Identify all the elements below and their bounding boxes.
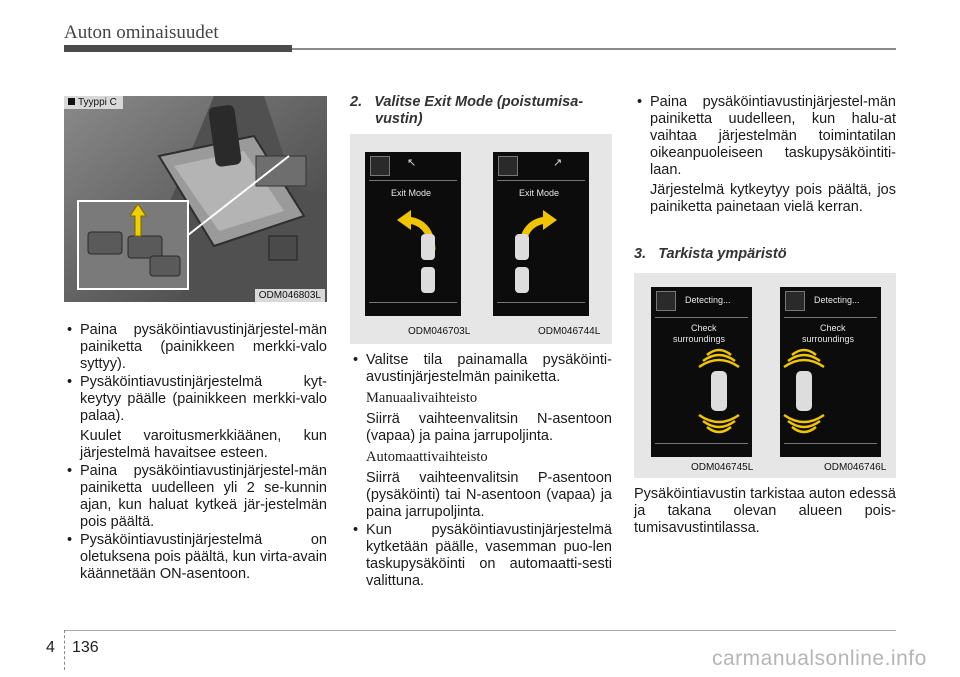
section-heading-2 (350, 94, 620, 128)
figure-code: ODM046746L (824, 462, 887, 473)
type-badge (64, 96, 123, 109)
heading-number: 2. (350, 94, 363, 110)
divider (369, 302, 457, 303)
note-text: Kuulet varoitusmerkkiäänen, kun järjestelmä havaitsee esteen. (80, 428, 327, 461)
figure-code: ODM046703L (408, 326, 471, 337)
heading-line-1: Valitse Exit Mode (poistumisa- (374, 94, 584, 110)
figure-code: ODM046744L (538, 326, 601, 337)
gear-console-photo (64, 96, 327, 302)
screen-title: Exit Mode (391, 188, 432, 198)
left-text (64, 322, 327, 584)
detecting-figure (634, 273, 896, 478)
list-item: • Paina pysäköintiavustinjärjestel-män painiketta uudelleen, kun halu-at vaihtaa järjestelmän toimintatilan oikeanpuoleiseen taskupysäköintiti-laan. (634, 94, 896, 179)
middle-text (350, 352, 612, 591)
note-text: Siirrä vaihteenvalitsin N-asentoon (vapaa) ja paina jarrupoljinta. (366, 411, 612, 444)
screen-message-2: surroundings (673, 334, 726, 344)
type-badge-label: Tyyppi C (78, 97, 117, 108)
figure-code: ODM046745L (691, 462, 754, 473)
heading-line-2: vustin) (375, 111, 423, 127)
screen-status: Detecting... (814, 295, 860, 305)
screen-status: Detecting... (685, 295, 731, 305)
list-item: • Pysäköintiavustinjärjestelmä kyt-keytyy päälle (painikkeen merkki-valo palaa). (64, 374, 327, 425)
subheading: Manuaalivaihteisto (366, 390, 478, 406)
heading-number: 3. (634, 246, 647, 262)
chapter-title: Auton ominaisuudet (64, 22, 219, 43)
screen-message-2: surroundings (802, 334, 855, 344)
footer-divider (64, 630, 896, 631)
note-text: Siirrä vaihteenvalitsin P-asentoon (pysäköinti) tai N-asentoon (vapaa) ja paina jarrupoljinta. (366, 470, 612, 520)
header-rule (292, 48, 896, 50)
console-illustration (64, 96, 327, 302)
divider (655, 443, 748, 444)
square-icon (68, 98, 75, 105)
right-paragraph: Pysäköintiavustin tarkistaa auton edessä ja takana olevan alueen pois-tumisavustintilassa. (634, 486, 896, 536)
subheading: Automaattivaihteisto (366, 449, 488, 465)
section-heading-3 (634, 246, 896, 263)
screen-message-1: Check (691, 323, 717, 333)
screen-title: Exit Mode (519, 188, 560, 198)
list-item: • Paina pysäköintiavustinjärjestel-män painiketta (painikkeen merkki-valo syttyy). (64, 322, 327, 373)
list-item: • Valitse tila painamalla pysäköinti-avustinjärjestelmän painiketta. (350, 352, 612, 386)
list-item: • Pysäköintiavustinjärjestelmä on oletuksena pois päältä, kun virta-avain käännetään ON-asentoon. (64, 532, 327, 583)
car-sensor-graphic (780, 287, 881, 457)
divider (497, 302, 585, 303)
note-text: Järjestelmä kytkeytyy pois päältä, jos painiketta painetaan vielä kerran. (650, 182, 896, 215)
exit-mode-screen-right (493, 152, 589, 316)
footer-chapter: 4 (46, 639, 55, 656)
screen-message-1: Check (820, 323, 846, 333)
detecting-screen-left (651, 287, 752, 457)
header-bar (64, 45, 292, 52)
exit-mode-figure (350, 134, 612, 344)
list-item: • Paina pysäköintiavustinjärjestel-män painiketta uudelleen yli 2 se-kunnin ajan, kun haluat kytkeä jär-jestelmän pois päältä. (64, 463, 327, 531)
photo-code: ODM046803L (255, 289, 325, 302)
heading-text: Tarkista ympäristö (658, 246, 787, 262)
car-exit-left-graphic (365, 152, 461, 316)
divider (784, 443, 877, 444)
list-item: • Kun pysäköintiavustinjärjestelmä kytketään päälle, vasemman puo-len taskupysäköinti on automaatti-sesti valittuna. (350, 522, 612, 590)
footer-separator (64, 630, 65, 670)
detecting-screen-right (780, 287, 881, 457)
right-text-top (634, 94, 896, 217)
page-number: 136 (72, 639, 99, 656)
car-sensor-graphic (651, 287, 752, 457)
car-exit-right-graphic (493, 152, 589, 316)
arrow-up-right-icon: ↗ (553, 157, 563, 169)
exit-mode-screen-left (365, 152, 461, 316)
arrow-up-left-icon: ↖ (407, 157, 417, 169)
watermark: carmanualsonline.info (712, 647, 927, 670)
